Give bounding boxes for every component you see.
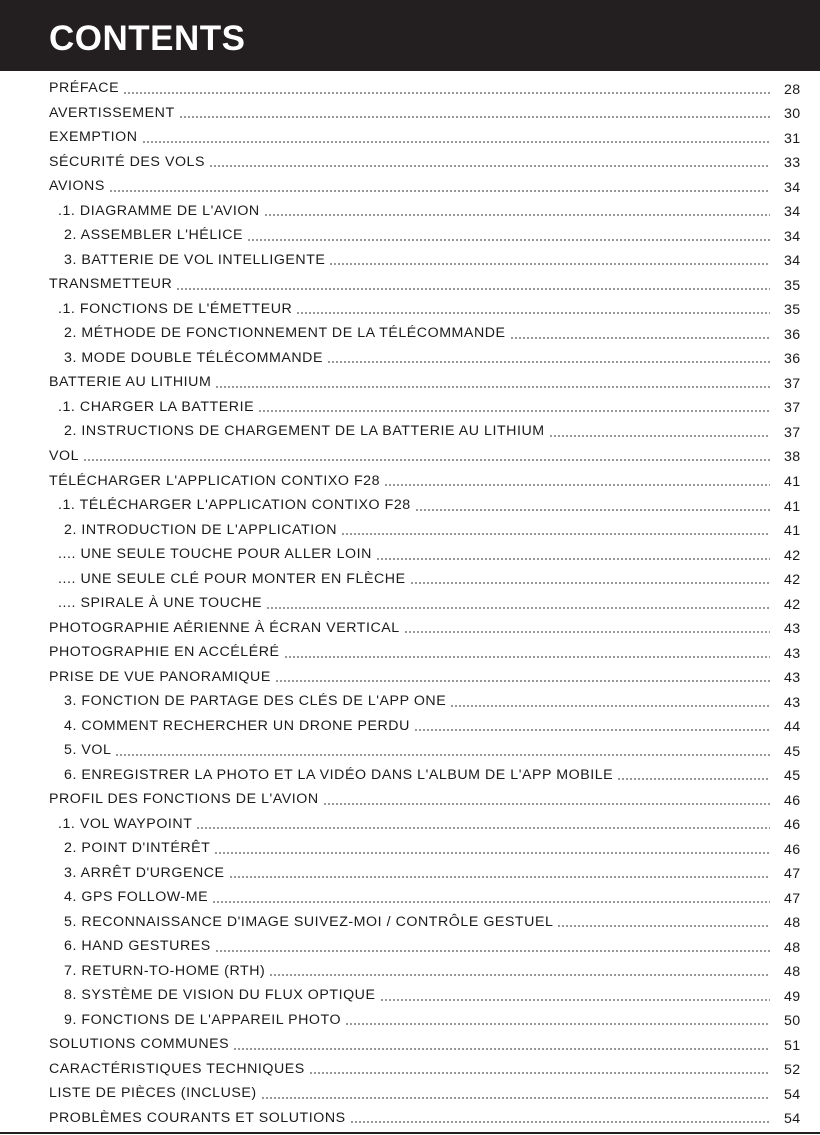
toc-entry-label: 2. ASSEMBLER L'HÉLICE (64, 227, 244, 244)
toc-entry-page-number: 50 (784, 1013, 801, 1030)
toc-entry-page-number: 44 (784, 719, 801, 736)
toc-entry-page-number: 48 (784, 964, 801, 981)
dot-leader (233, 1048, 770, 1050)
toc-entry[interactable] (0, 738, 820, 763)
dot-leader (196, 827, 770, 829)
toc-entry-page-number: 46 (784, 817, 801, 834)
dot-leader (142, 141, 770, 143)
toc-entry-page-number: 43 (784, 621, 801, 638)
toc-entry-page-number: 42 (784, 596, 801, 613)
dot-leader (115, 754, 770, 756)
dot-leader (415, 509, 770, 511)
toc-entry[interactable] (0, 640, 820, 665)
toc-entry-page-number: 42 (784, 572, 801, 589)
dot-leader (410, 582, 770, 584)
toc-entry-label: 3. FONCTION DE PARTAGE DES CLÉS DE L'APP ONE (64, 693, 447, 710)
toc-entry-page-number: 41 (784, 474, 801, 490)
dot-leader (258, 410, 770, 412)
toc-entry-label: PRISE DE VUE PANORAMIQUE (49, 668, 271, 685)
toc-entry[interactable] (0, 346, 820, 371)
dot-leader (247, 239, 770, 241)
toc-entry-page-number: 38 (784, 449, 801, 466)
toc-entry[interactable] (0, 444, 820, 469)
toc-entry-page-number: 43 (784, 645, 801, 662)
toc-entry-label: 3. ARRÊT D'URGENCE (64, 864, 225, 881)
toc-entry-label: 6. HAND GESTURES (64, 938, 211, 955)
toc-entry-page-number: 49 (784, 988, 801, 1005)
dot-leader (617, 778, 770, 780)
toc-entry-label: PHOTOGRAPHIE EN ACCÉLÉRÉ (49, 644, 280, 661)
toc-entry-page-number: 46 (784, 792, 801, 809)
dot-leader (323, 803, 770, 805)
dot-leader (269, 974, 770, 976)
toc-entry[interactable] (0, 787, 820, 812)
toc-entry[interactable] (0, 1081, 820, 1106)
toc-entry-page-number: 43 (784, 670, 801, 687)
toc-entry-page-number: 51 (784, 1037, 801, 1054)
toc-entry-label: .1. TÉLÉCHARGER L'APPLICATION CONTIXO F28 (58, 497, 411, 514)
toc-entry-page-number: 48 (784, 915, 801, 932)
toc-entry-page-number: 47 (784, 890, 801, 907)
toc-entry[interactable] (0, 910, 820, 935)
toc-entry[interactable] (0, 591, 820, 616)
toc-entry[interactable] (0, 493, 820, 518)
dot-leader (212, 901, 770, 903)
toc-entry[interactable] (0, 934, 820, 959)
dot-leader (123, 92, 770, 94)
toc-entry-label: .1. FONCTIONS DE L'ÉMETTEUR (58, 300, 293, 317)
toc-entry[interactable] (0, 272, 820, 297)
toc-entry[interactable] (0, 836, 820, 861)
contents-header (0, 0, 820, 71)
dot-leader (510, 337, 770, 339)
toc-entry-label: 5. RECONNAISSANCE D'IMAGE SUIVEZ-MOI / CONTRÔLE GESTUEL (64, 913, 554, 930)
toc-entry[interactable] (0, 713, 820, 738)
toc-entry[interactable] (0, 395, 820, 420)
toc-entry-label: 2. MÉTHODE DE FONCTIONNEMENT DE LA TÉLÉCOMMANDE (64, 325, 506, 342)
toc-entry-page-number: 41 (784, 523, 801, 540)
dot-leader (404, 631, 770, 633)
toc-entry[interactable] (0, 959, 820, 984)
dot-leader (261, 1097, 770, 1099)
toc-entry-label: .... UNE SEULE TOUCHE POUR ALLER LOIN (58, 546, 372, 563)
toc-entry-label: LISTE DE PIÈCES (INCLUSE) (49, 1085, 257, 1102)
toc-entry-label: VOL (49, 447, 80, 464)
toc-entry-page-number: 34 (784, 204, 801, 221)
toc-entry[interactable] (0, 76, 820, 101)
toc-entry-page-number: 48 (784, 939, 801, 956)
toc-entry[interactable] (0, 861, 820, 886)
toc-entry-label: 9. FONCTIONS DE L'APPAREIL PHOTO (64, 1011, 342, 1028)
toc-entry[interactable] (0, 542, 820, 567)
toc-entry-label: 5. VOL (64, 742, 112, 759)
toc-entry-page-number: 34 (784, 253, 801, 270)
dot-leader (345, 1023, 770, 1025)
dot-leader (215, 950, 770, 952)
toc-entry-label: 4. GPS FOLLOW-ME (64, 889, 209, 906)
toc-entry-page-number: 42 (784, 547, 801, 564)
toc-entry-label: 3. BATTERIE DE VOL INTELLIGENTE (64, 251, 326, 268)
dot-leader (350, 1121, 770, 1123)
dot-leader (215, 386, 770, 388)
toc-entry[interactable] (0, 664, 820, 689)
toc-entry[interactable] (0, 1032, 820, 1057)
toc-entry-label: .... UNE SEULE CLÉ POUR MONTER EN FLÈCHE (58, 570, 406, 587)
toc-entry-label: PROFIL DES FONCTIONS DE L'AVION (49, 791, 319, 808)
toc-entry-page-number: 31 (784, 130, 801, 147)
toc-entry-label: 3. MODE DOUBLE TÉLÉCOMMANDE (64, 349, 323, 366)
dot-leader (341, 533, 770, 535)
toc-entry-page-number: 37 (784, 400, 801, 417)
dot-leader (284, 656, 770, 658)
toc-entry-label: 4. COMMENT RECHERCHER UN DRONE PERDU (64, 717, 410, 734)
toc-entry-page-number: 28 (784, 81, 801, 98)
toc-entry[interactable] (0, 517, 820, 542)
toc-entry[interactable] (0, 811, 820, 836)
toc-entry-label: PROBLÈMES COURANTS ET SOLUTIONS (49, 1109, 346, 1126)
toc-entry-page-number: 35 (784, 302, 801, 319)
toc-entry-label: .1. VOL WAYPOINT (58, 815, 193, 832)
toc-entry-page-number: 37 (784, 375, 801, 392)
toc-entry[interactable] (0, 885, 820, 910)
toc-entry[interactable] (0, 615, 820, 640)
dot-leader (384, 484, 770, 486)
toc-entry-label: PRÉFACE (49, 80, 120, 97)
toc-entry-label: 2. POINT D'INTÉRÊT (64, 840, 211, 857)
toc-entry-label: SOLUTIONS COMMUNES (49, 1036, 230, 1053)
dot-leader (229, 876, 770, 878)
toc-entry[interactable] (0, 566, 820, 591)
toc-entry[interactable] (0, 248, 820, 273)
toc-entry[interactable] (0, 1057, 820, 1082)
toc-entry-page-number: 37 (784, 424, 801, 441)
toc-entry[interactable] (0, 101, 820, 126)
toc-entry[interactable] (0, 125, 820, 150)
toc-entry-label: 7. RETURN-TO-HOME (RTH) (64, 962, 266, 979)
dot-leader (380, 999, 771, 1001)
toc-entry-page-number: 30 (784, 106, 801, 123)
toc-entry-page-number: 36 (784, 351, 801, 368)
toc-entry-label: 2. INSTRUCTIONS DE CHARGEMENT DE LA BATTERIE AU LITHIUM (64, 423, 545, 440)
toc-entry[interactable] (0, 689, 820, 714)
toc-entry[interactable] (0, 762, 820, 787)
toc-entry[interactable] (0, 1106, 820, 1131)
dot-leader (549, 435, 770, 437)
toc-entry-label: AVIONS (49, 178, 105, 195)
toc-entry-page-number: 52 (784, 1062, 801, 1079)
toc-entry-page-number: 35 (784, 277, 801, 294)
toc-entry[interactable] (0, 370, 820, 395)
toc-entry[interactable] (0, 297, 820, 322)
dot-leader (275, 680, 770, 682)
toc-entry-label: EXEMPTION (49, 129, 138, 146)
toc-entry[interactable] (0, 468, 820, 493)
toc-entry-page-number: 33 (784, 155, 801, 172)
dot-leader (214, 852, 770, 854)
toc-entry[interactable] (0, 419, 820, 444)
toc-entry[interactable] (0, 1008, 820, 1033)
dot-leader (557, 925, 770, 927)
toc-entry[interactable] (0, 321, 820, 346)
bottom-divider (0, 1132, 820, 1134)
dot-leader (109, 190, 770, 192)
toc-entry-page-number: 34 (784, 179, 801, 196)
toc-entry[interactable] (0, 983, 820, 1008)
dot-leader (176, 288, 770, 290)
dot-leader (376, 558, 770, 560)
dot-leader (209, 165, 770, 167)
toc-entry-label: PHOTOGRAPHIE AÉRIENNE À ÉCRAN VERTICAL (49, 619, 400, 636)
toc-entry[interactable] (0, 174, 820, 199)
dot-leader (264, 214, 770, 216)
toc-entry-page-number: 54 (784, 1111, 801, 1128)
page-title: CONTENTS (49, 19, 246, 58)
toc-entry-label: 6. ENREGISTRER LA PHOTO ET LA VIDÉO DANS L'ALBUM DE L'APP MOBILE (64, 766, 614, 783)
dot-leader (450, 705, 770, 707)
toc-entry-page-number: 46 (784, 841, 801, 858)
toc-entry-label: 2. INTRODUCTION DE L'APPLICATION (64, 521, 338, 538)
toc-entry-page-number: 47 (784, 866, 801, 883)
toc-entry-label: 8. SYSTÈME DE VISION DU FLUX OPTIQUE (64, 987, 376, 1004)
dot-leader (179, 116, 770, 118)
toc-entry-label: .... SPIRALE À UNE TOUCHE (58, 595, 263, 612)
toc-entry[interactable] (0, 150, 820, 175)
toc-entry-page-number: 41 (784, 498, 801, 515)
toc-entry-page-number: 45 (784, 768, 801, 785)
dot-leader (414, 729, 770, 731)
toc-entry-page-number: 54 (784, 1086, 801, 1103)
dot-leader (329, 263, 770, 265)
toc-entry-label: SÉCURITÉ DES VOLS (49, 153, 205, 170)
toc-entry-label: AVERTISSEMENT (49, 104, 175, 121)
dot-leader (266, 607, 770, 609)
table-of-contents (0, 76, 820, 1130)
toc-entry-label: TRANSMETTEUR (49, 276, 173, 293)
dot-leader (309, 1072, 770, 1074)
toc-entry-page-number: 45 (784, 743, 801, 760)
toc-entry-page-number: 43 (784, 694, 801, 711)
toc-entry[interactable] (0, 199, 820, 224)
dot-leader (296, 312, 770, 314)
toc-entry[interactable] (0, 223, 820, 248)
toc-entry-label: BATTERIE AU LITHIUM (49, 374, 212, 391)
toc-entry-label: .1. CHARGER LA BATTERIE (58, 398, 255, 415)
toc-entry-label: CARACTÉRISTIQUES TECHNIQUES (49, 1060, 305, 1077)
dot-leader (327, 361, 770, 363)
toc-entry-page-number: 36 (784, 326, 801, 343)
toc-entry-page-number: 34 (784, 228, 801, 245)
toc-entry-label: TÉLÉCHARGER L'APPLICATION CONTIXO F28 (49, 472, 381, 489)
toc-entry-label: .1. DIAGRAMME DE L'AVION (58, 202, 260, 219)
dot-leader (83, 459, 770, 461)
